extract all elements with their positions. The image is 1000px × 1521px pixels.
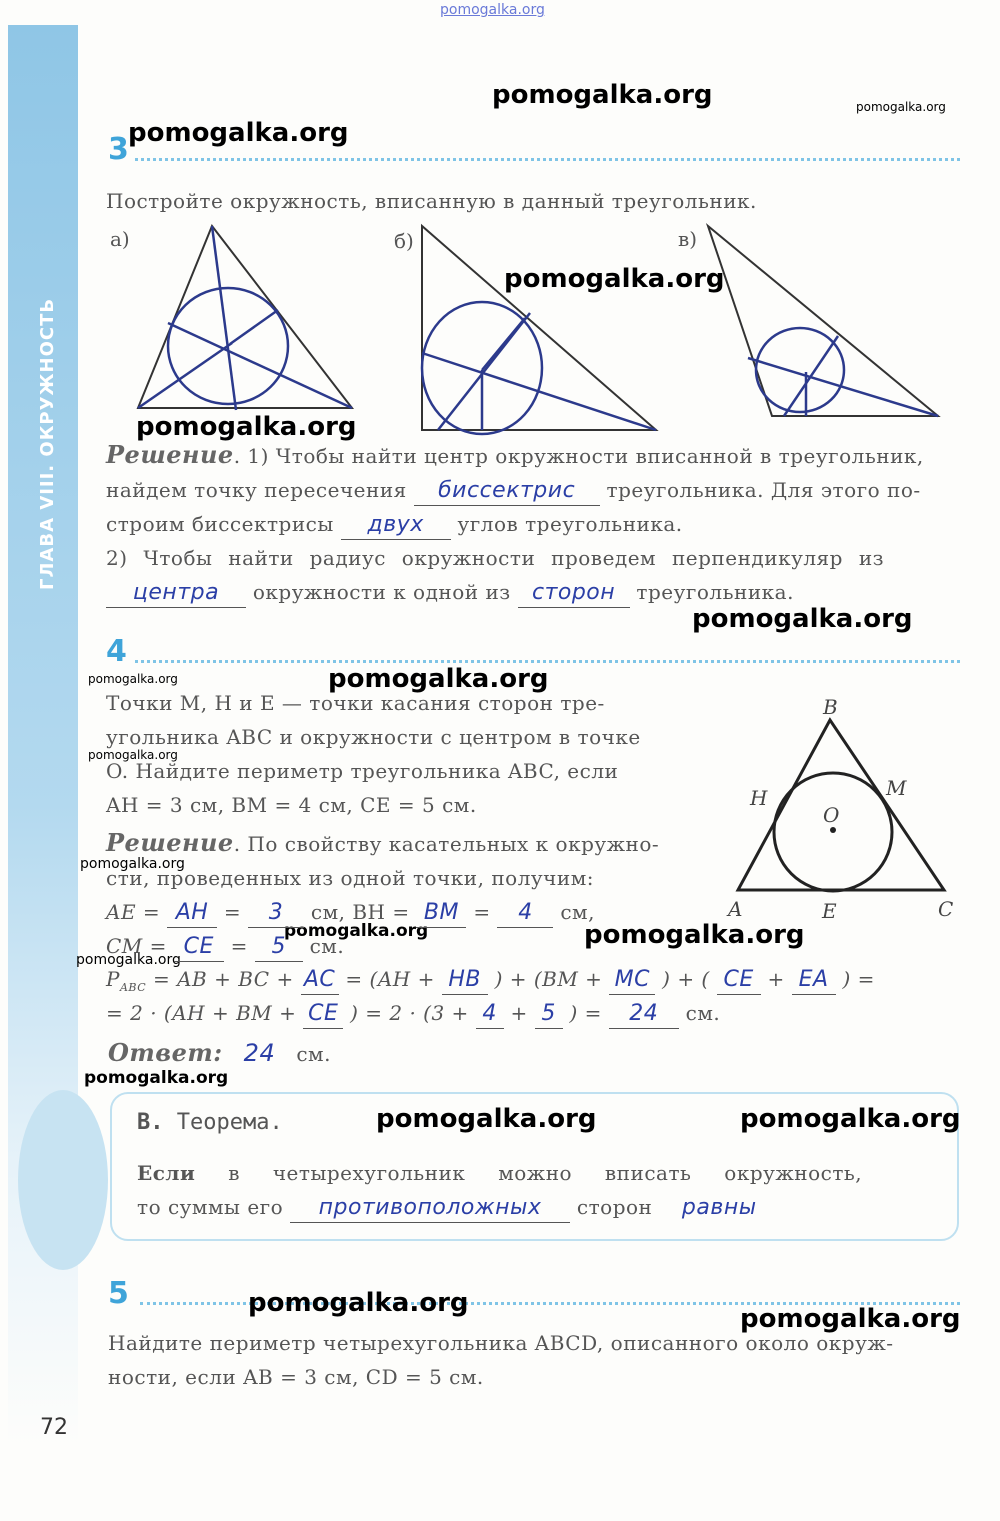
text: ABC bbox=[119, 981, 147, 994]
label-c: в) bbox=[678, 227, 698, 251]
chapter-label-text: ГЛАВА VIII. ОКРУЖНОСТЬ bbox=[37, 297, 58, 590]
watermark: pomogalka.org bbox=[76, 952, 181, 968]
watermark: pomogalka.org bbox=[740, 1104, 961, 1134]
answer-blank[interactable]: сторон bbox=[518, 579, 630, 608]
answer-blank[interactable]: 4 bbox=[476, 1000, 504, 1029]
text: O. Найдите периметр треугольника ABC, если bbox=[106, 759, 619, 783]
answer-blank[interactable]: HB bbox=[442, 966, 488, 995]
task4-sol-line3: AE = AH = 3 см, BH = BM = 4 см, bbox=[106, 895, 706, 929]
text: = (AH + bbox=[345, 967, 435, 991]
text: Если bbox=[137, 1161, 196, 1185]
text: ности, если AB = 3 см, CD = 5 см. bbox=[108, 1365, 484, 1389]
task-number-3: 3 bbox=[108, 132, 129, 167]
watermark: pomogalka.org bbox=[740, 1304, 961, 1334]
triangle-abc bbox=[738, 720, 944, 890]
task4-sol-line1 bbox=[106, 826, 706, 861]
watermark: pomogalka.org bbox=[492, 80, 713, 110]
answer-blank[interactable]: AH bbox=[167, 899, 217, 928]
text: сторон bbox=[576, 1195, 653, 1219]
task3-prompt: Постройте окружность, вписанную в данный треугольник. bbox=[106, 189, 757, 213]
theorem-title bbox=[137, 1110, 283, 1135]
watermark: pomogalka.org bbox=[80, 856, 185, 872]
label-O: O bbox=[823, 803, 840, 827]
theorem-line1 bbox=[137, 1156, 937, 1190]
answer-line bbox=[108, 1036, 331, 1071]
incircle-c bbox=[748, 328, 938, 416]
text: см, bbox=[560, 900, 595, 924]
watermark: pomogalka.org bbox=[84, 1068, 229, 1088]
text: ) + ( bbox=[662, 967, 710, 991]
text: в четырехугольник можно вписать окружность, bbox=[228, 1161, 863, 1185]
text: углов треугольника. bbox=[457, 512, 683, 536]
watermark: pomogalka.org bbox=[504, 264, 725, 294]
text: . 1) Чтобы найти центр окружности вписанной в треугольник, bbox=[233, 444, 924, 468]
text: см. bbox=[309, 934, 345, 958]
watermark: pomogalka.org bbox=[248, 1288, 469, 1318]
task3-line2 bbox=[106, 473, 966, 507]
text: . По свойству касательных к окружно- bbox=[233, 832, 660, 856]
center-point bbox=[830, 827, 836, 833]
dotted-divider bbox=[135, 660, 960, 663]
text: CM = bbox=[106, 934, 167, 958]
text: то суммы его bbox=[137, 1195, 284, 1219]
text: найдем точку пересечения bbox=[106, 478, 407, 502]
solution-label: Решение bbox=[106, 440, 234, 469]
answer-blank[interactable]: 3 bbox=[248, 899, 304, 928]
task3-line3 bbox=[106, 507, 966, 541]
text: треугольника. Для этого по- bbox=[606, 478, 921, 502]
text: ) = bbox=[569, 1001, 602, 1025]
answer-blank[interactable]: двух bbox=[341, 511, 451, 540]
perimeter-line: $P_{ABC}$ = AB + BC + AC = (AH + HB ) + (BM + MC ) + ( CE + EA ) = bbox=[106, 967, 875, 994]
task4-solution bbox=[106, 826, 706, 963]
answer-blank[interactable]: AC bbox=[301, 966, 339, 995]
watermark-top-link[interactable]: pomogalka.org bbox=[440, 2, 545, 18]
answer-blank[interactable]: 5 bbox=[535, 1000, 563, 1029]
answer-blank[interactable]: CE bbox=[717, 966, 761, 995]
triangle-a bbox=[138, 226, 352, 408]
answer-blank[interactable]: CE bbox=[303, 1000, 343, 1029]
text: Точки M, H и E — точки касания сторон тре- bbox=[106, 691, 605, 715]
answer-blank[interactable]: противоположных bbox=[290, 1194, 570, 1223]
text: = 2 · (AH + BM + bbox=[106, 1001, 297, 1025]
dotted-divider bbox=[135, 158, 960, 161]
label-H: H bbox=[750, 786, 768, 810]
text: = AB + BC + bbox=[152, 967, 294, 991]
watermark: pomogalka.org bbox=[88, 672, 178, 686]
task-number-5: 5 bbox=[108, 1276, 129, 1311]
task-number-4: 4 bbox=[106, 634, 127, 669]
perimeter-result-line: = 2 · (AH + BM + CE ) = 2 · (3 + 4 + 5 ) = 24 см. bbox=[106, 996, 720, 1030]
theorem-text bbox=[137, 1156, 937, 1224]
answer-blank[interactable]: центра bbox=[106, 579, 246, 608]
task3-line5 bbox=[106, 575, 966, 609]
text: см, BH = bbox=[310, 900, 410, 924]
task5-problem bbox=[108, 1326, 968, 1394]
answer-blank[interactable]: MC bbox=[609, 966, 655, 995]
watermark: pomogalka.org bbox=[284, 921, 429, 941]
task4-problem bbox=[106, 686, 696, 822]
watermark: pomogalka.org bbox=[128, 118, 349, 148]
answer-blank[interactable]: BM bbox=[416, 899, 466, 928]
label-b: б) bbox=[394, 229, 414, 253]
label-a: а) bbox=[110, 227, 130, 251]
answer-blank[interactable]: 5 bbox=[255, 933, 303, 962]
text: окружности к одной из bbox=[252, 580, 511, 604]
watermark: pomogalka.org bbox=[376, 1104, 597, 1134]
watermark: pomogalka.org bbox=[136, 412, 357, 442]
task4-triangle-figure bbox=[720, 690, 970, 925]
label-B: B bbox=[823, 695, 838, 719]
text: см. bbox=[296, 1042, 331, 1066]
answer-blank[interactable]: биссектрис bbox=[414, 477, 600, 506]
text: ) + (BM + bbox=[494, 967, 603, 991]
answer-blank[interactable]: CE bbox=[174, 933, 224, 962]
task3-solution bbox=[106, 438, 966, 609]
incircle-a bbox=[138, 226, 352, 410]
theorem-line2 bbox=[137, 1190, 937, 1224]
task4-sol-line4: CM = CE = 5 см. bbox=[106, 929, 706, 963]
text: Теорема. bbox=[176, 1110, 283, 1135]
answer-blank[interactable]: EA bbox=[792, 966, 836, 995]
label-M: M bbox=[886, 776, 907, 800]
text: В. bbox=[137, 1110, 164, 1135]
solution-label: Решение bbox=[106, 828, 234, 857]
answer-blank[interactable]: 24 bbox=[609, 1000, 679, 1029]
task3-line1 bbox=[106, 438, 966, 473]
text: строим биссектрисы bbox=[106, 512, 334, 536]
text: треугольника. bbox=[636, 580, 794, 604]
triangle-c bbox=[708, 226, 938, 416]
chapter-label bbox=[22, 290, 82, 590]
text: ) = 2 · (3 + bbox=[350, 1001, 469, 1025]
text: Найдите периметр четырехугольника ABCD, описанного около окруж- bbox=[108, 1331, 894, 1355]
watermark: pomogalka.org bbox=[584, 920, 805, 950]
text: AH = 3 см, BM = 4 см, CE = 5 см. bbox=[106, 793, 477, 817]
incircle-b bbox=[422, 302, 656, 434]
text: ) = bbox=[842, 967, 875, 991]
watermark: pomogalka.org bbox=[88, 748, 178, 762]
answer-label: Ответ: bbox=[108, 1038, 223, 1067]
text: см. bbox=[685, 1001, 721, 1025]
task4-sol-line2: сти, проведенных из одной точки, получим: bbox=[106, 866, 595, 890]
text: угольника ABC и окружности с центром в точке bbox=[106, 725, 641, 749]
label-E: E bbox=[822, 899, 837, 923]
watermark: pomogalka.org bbox=[328, 664, 549, 694]
task3-triangles-figure bbox=[100, 218, 960, 438]
text: P bbox=[106, 967, 120, 991]
sidebar-decoration bbox=[18, 1090, 108, 1270]
answer-blank[interactable]: равны bbox=[681, 1195, 757, 1220]
watermark: pomogalka.org bbox=[692, 604, 913, 634]
task3-line4: 2) Чтобы найти радиус окружности проведем перпендикуляр из bbox=[106, 546, 885, 570]
page-number: 72 bbox=[40, 1415, 68, 1440]
answer-value[interactable]: 24 bbox=[243, 1039, 276, 1067]
watermark: pomogalka.org bbox=[856, 100, 946, 114]
label-C: C bbox=[938, 897, 954, 921]
text: AE = bbox=[106, 900, 161, 924]
label-A: A bbox=[728, 897, 743, 921]
answer-blank[interactable]: 4 bbox=[497, 899, 553, 928]
triangle-b bbox=[422, 226, 656, 430]
